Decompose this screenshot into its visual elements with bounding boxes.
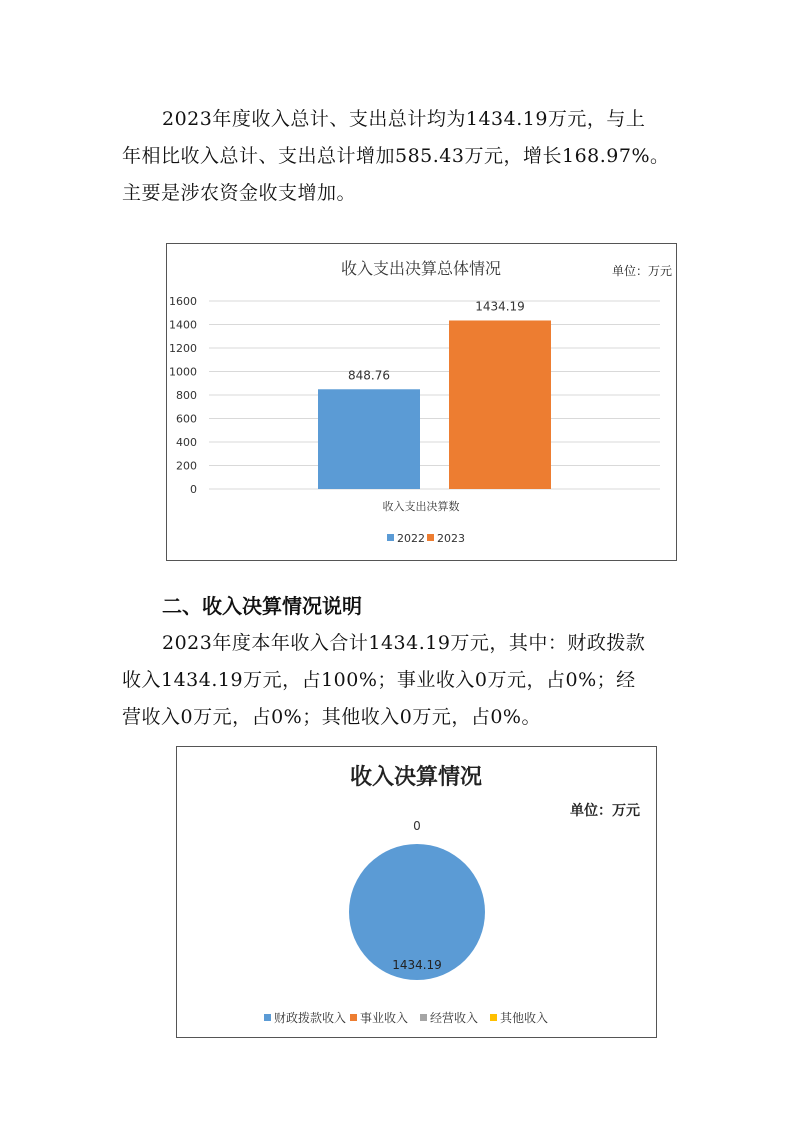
data-label-main: 1434.19 xyxy=(392,958,442,972)
y-tick-label: 400 xyxy=(176,436,197,449)
income-line-2: 收入1434.19万元，占100%；事业收入0万元，占0%；经 xyxy=(122,669,636,691)
overall-chart xyxy=(166,243,677,561)
overall-bar-chart xyxy=(167,244,676,560)
intro-paragraph xyxy=(122,101,682,212)
income-chart xyxy=(176,746,657,1038)
legend-label-2: 经营收入 xyxy=(430,1011,479,1025)
y-tick-label: 1400 xyxy=(169,318,197,332)
chart-title: 收入决算情况 xyxy=(349,765,483,790)
income-line-3: 营收入0万元，占0%；其他收入0万元，占0%。 xyxy=(122,706,541,728)
data-label-zero: 0 xyxy=(413,819,421,833)
legend-swatch-1 xyxy=(350,1014,357,1021)
y-tick-label: 1600 xyxy=(169,295,197,308)
legend-swatch-2 xyxy=(420,1014,427,1021)
y-tick-label: 800 xyxy=(176,389,197,402)
legend-swatch-3 xyxy=(490,1014,497,1021)
y-tick-label: 600 xyxy=(176,412,197,426)
data-label: 848.76 xyxy=(348,368,390,383)
unit-label: 单位：万元 xyxy=(611,264,672,278)
y-tick-label: 0 xyxy=(190,483,197,496)
legend-swatch-0 xyxy=(264,1014,271,1021)
legend-swatch-2022 xyxy=(387,534,394,541)
bar-2022 xyxy=(318,389,420,489)
unit-label: 单位：万元 xyxy=(570,803,640,819)
legend-label-3: 其他收入 xyxy=(500,1011,549,1025)
legend-label-0: 财政拨款收入 xyxy=(274,1011,347,1025)
x-category-label: 收入支出决算数 xyxy=(382,500,460,513)
data-label: 1434.19 xyxy=(475,299,525,314)
income-line-1: 2023年度本年收入合计1434.19万元，其中：财政拨款 xyxy=(162,632,646,654)
intro-line-3: 主要是涉农资金收支增加。 xyxy=(122,182,357,204)
legend-label-2022: 2022 xyxy=(397,532,425,545)
chart-title: 收入支出决算总体情况 xyxy=(340,259,502,278)
bar-2023 xyxy=(449,320,551,489)
y-tick-label: 1200 xyxy=(169,342,197,355)
income-pie-chart xyxy=(177,747,656,1037)
income-paragraph xyxy=(122,625,682,736)
legend-label-1: 事业收入 xyxy=(360,1011,409,1025)
y-tick-label: 1000 xyxy=(169,365,197,379)
legend-label-2023: 2023 xyxy=(437,532,465,545)
section-heading: 二、收入决算情况说明 xyxy=(162,594,362,618)
intro-line-1: 2023年度收入总计、支出总计均为1434.19万元，与上 xyxy=(162,108,646,130)
y-tick-label: 200 xyxy=(176,459,197,473)
legend-swatch-2023 xyxy=(427,534,434,541)
intro-line-2: 年相比收入总计、支出总计增加585.43万元，增长168.97%。 xyxy=(122,145,670,167)
